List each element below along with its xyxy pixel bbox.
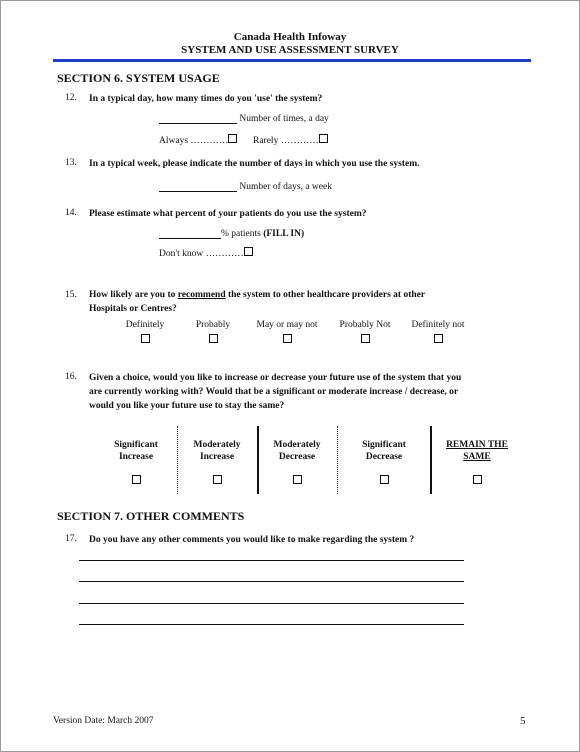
q12-number: 12. bbox=[65, 93, 77, 103]
q16-text bbox=[89, 371, 539, 413]
q15-number: 15. bbox=[65, 290, 77, 300]
q14-dont-know-label: Don't know ………… bbox=[159, 249, 244, 259]
q16-divider-solid bbox=[430, 426, 432, 494]
q16-column-header bbox=[257, 439, 337, 463]
q13-field-label: Number of days, a week bbox=[239, 182, 332, 192]
survey-title: SYSTEM AND USE ASSESSMENT SURVEY bbox=[181, 44, 399, 56]
q15-option-label: May or may not bbox=[256, 320, 318, 330]
header-rule bbox=[53, 59, 531, 62]
q16-column-line1: REMAIN THE bbox=[446, 440, 508, 450]
q16-column-line1: Significant bbox=[114, 440, 158, 450]
q15-option-checkbox[interactable] bbox=[283, 334, 292, 343]
q16-column-header bbox=[177, 439, 257, 463]
q16-column-header bbox=[437, 439, 517, 463]
q16-text-line1: Given a choice, would you like to increase or decrease your future use of the system that you bbox=[89, 373, 462, 383]
org-name: Canada Health Infoway bbox=[233, 31, 347, 43]
q15-option-label: Probably bbox=[195, 320, 231, 330]
q16-column-line2: Decrease bbox=[365, 452, 403, 462]
q12-times-input[interactable] bbox=[159, 113, 237, 124]
q15-option-label: Probably Not bbox=[339, 320, 391, 330]
q14-text: Please estimate what percent of your patients do you use the system? bbox=[89, 209, 367, 219]
q12-field-label: Number of times, a day bbox=[239, 114, 329, 124]
q15-option-label: Definitely not bbox=[411, 320, 465, 330]
q13-field bbox=[159, 181, 332, 192]
q16-text-line3: would you like your future use to stay the same? bbox=[89, 401, 285, 411]
q16-column-line2: Decrease bbox=[278, 452, 316, 462]
q13-text: In a typical week, please indicate the number of days in which you use the system. bbox=[89, 159, 420, 169]
q15-text-post: the system to other healthcare providers at other bbox=[225, 290, 426, 300]
q14-percent-input[interactable] bbox=[159, 228, 221, 239]
section-6-title: SECTION 6. SYSTEM USAGE bbox=[57, 71, 220, 85]
q14-number: 14. bbox=[65, 208, 77, 218]
q14-fill-in: (FILL IN) bbox=[263, 229, 305, 239]
section-7-title: SECTION 7. OTHER COMMENTS bbox=[57, 509, 245, 523]
q16-divider-dotted bbox=[337, 426, 338, 494]
q14-field bbox=[159, 228, 304, 239]
q15-option-checkbox[interactable] bbox=[209, 334, 218, 343]
q12-rarely-label: Rarely ………… bbox=[253, 136, 319, 146]
q15-text-underlined: recommend bbox=[177, 290, 226, 300]
q16-option-checkbox[interactable] bbox=[473, 475, 482, 484]
q14-dont-know-row bbox=[159, 247, 253, 259]
q14-dont-know-checkbox[interactable] bbox=[244, 247, 253, 256]
version-date: Version Date: March 2007 bbox=[53, 716, 154, 726]
q13-days-input[interactable] bbox=[159, 181, 237, 192]
q15-text-pre: How likely are you to bbox=[89, 290, 178, 300]
q16-column-line1: Moderately bbox=[193, 440, 241, 450]
q12-text: In a typical day, how many times do you 'use' the system? bbox=[89, 94, 323, 104]
q16-option-checkbox[interactable] bbox=[293, 475, 302, 484]
q16-number: 16. bbox=[65, 372, 77, 382]
q14-field-label: % patients bbox=[221, 229, 261, 239]
q16-column-header bbox=[96, 439, 176, 463]
q16-column-line1: Significant bbox=[362, 440, 406, 450]
q12-always-checkbox[interactable] bbox=[228, 134, 237, 143]
q12-rarely-checkbox[interactable] bbox=[319, 134, 328, 143]
q15-option-checkbox[interactable] bbox=[434, 334, 443, 343]
q12-rarely-row bbox=[253, 134, 328, 146]
q15-option-label: Definitely bbox=[125, 320, 165, 330]
comment-line[interactable] bbox=[79, 624, 464, 625]
q17-number: 17. bbox=[65, 534, 77, 544]
comment-line[interactable] bbox=[79, 581, 464, 582]
q16-column-line2: Increase bbox=[118, 452, 154, 462]
q16-column-line1: Moderately bbox=[273, 440, 321, 450]
q16-option-checkbox[interactable] bbox=[213, 475, 222, 484]
q15-text-line2: Hospitals or Centres? bbox=[89, 304, 177, 314]
q15-option-checkbox[interactable] bbox=[361, 334, 370, 343]
q17-text: Do you have any other comments you would like to make regarding the system ? bbox=[89, 535, 415, 545]
q12-always-row bbox=[159, 134, 237, 146]
q16-option-checkbox[interactable] bbox=[132, 475, 141, 484]
q16-option-checkbox[interactable] bbox=[380, 475, 389, 484]
q15-option-checkbox[interactable] bbox=[141, 334, 150, 343]
q16-text-line2: are currently working with? Would that be a significant or moderate increase / decrease, or bbox=[89, 387, 459, 397]
q16-column-header bbox=[344, 439, 424, 463]
q16-column-line2: Increase bbox=[199, 452, 235, 462]
comment-line[interactable] bbox=[79, 560, 464, 561]
q13-number: 13. bbox=[65, 158, 77, 168]
q15-text bbox=[89, 288, 529, 316]
comment-line[interactable] bbox=[79, 603, 464, 604]
q12-field bbox=[159, 113, 329, 124]
q12-always-label: Always ………… bbox=[159, 136, 229, 146]
q16-column-line2: SAME bbox=[463, 452, 491, 462]
page-number: 5 bbox=[520, 715, 526, 727]
